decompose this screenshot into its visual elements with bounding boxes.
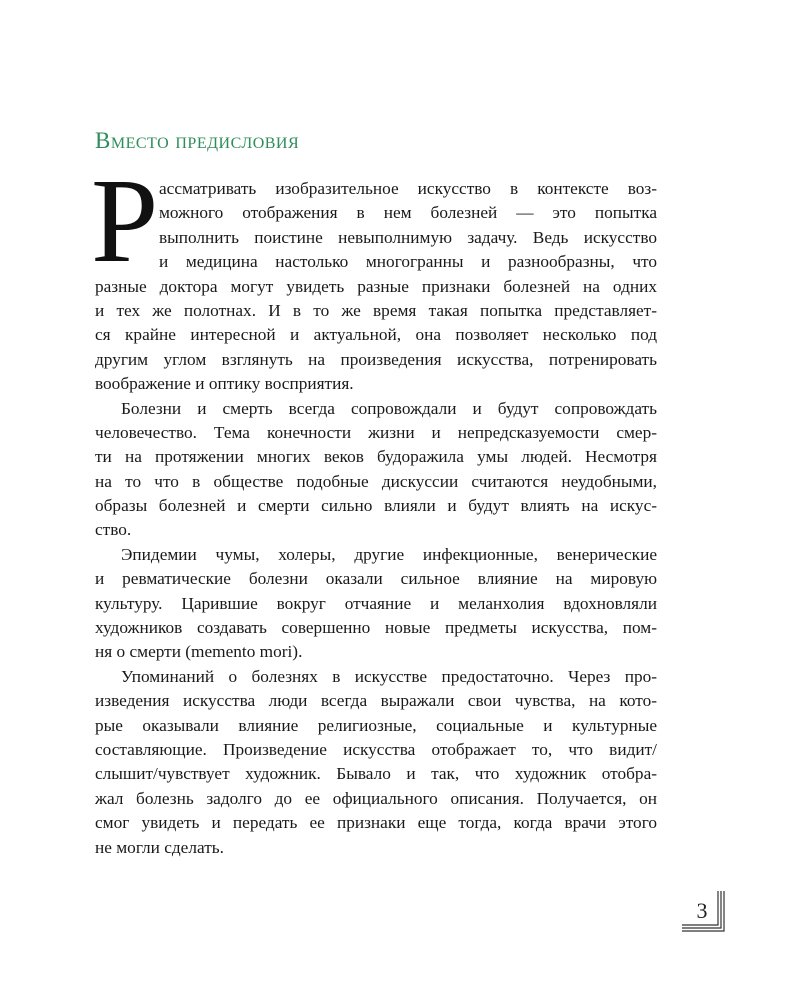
chapter-title: Вместо предисловия: [95, 128, 300, 153]
page-number: 3: [696, 898, 708, 923]
text-line: ассматривать изобразительное искусство в контексте воз-: [159, 179, 657, 198]
text-line: другим углом взглянуть на произведения искусства, потренировать: [95, 349, 657, 369]
text-line: составляющие. Произведение искусства отображает то, что видит/: [95, 739, 657, 759]
text-line: культуру. Царившие вокруг отчаяние и меланхолия вдохновляли: [95, 593, 657, 613]
text-line: ти на протяжении многих веков будоражила умы людей. Несмотря: [95, 447, 657, 467]
text-line: смог увидеть и передать ее признаки еще тогда, когда врачи этого: [95, 813, 657, 833]
text-line: Болезни и смерть всегда сопровождали и будут сопровождать: [121, 398, 657, 418]
text-line: и ревматические болезни оказали сильное влияние на мировую: [95, 569, 657, 589]
text-line: ся крайне интересной и актуальной, она позволяет несколько под: [95, 325, 657, 345]
drop-cap: Р: [91, 154, 159, 288]
body-text: [91, 154, 657, 860]
text-line: воображение и оптику восприятия.: [95, 374, 354, 394]
text-line: и тех же полотнах. И в то же время такая попытка представляет-: [95, 300, 657, 320]
text-line: на то что в обществе подобные дискуссии считаются неудобными,: [95, 471, 657, 491]
text-line: образы болезней и смерти сильно влияли и будут влиять на искус-: [95, 496, 657, 516]
page-number-box: [682, 891, 724, 931]
text-line: жал болезнь задолго до ее официального описания. Получается, он: [95, 788, 657, 808]
text-line: художников создавать совершенно новые предметы искусства, пом-: [95, 618, 657, 638]
text-line: не могли сделать.: [95, 837, 224, 857]
text-line: изведения искусства люди всегда выражали свои чувства, на кото-: [95, 691, 657, 711]
text-line: человечество. Тема конечности жизни и непредсказуемости смер-: [95, 422, 657, 442]
text-line: ня о смерти (memento mori).: [95, 642, 303, 662]
text-line: ство.: [95, 520, 132, 540]
text-line: слышит/чувствует художник. Бывало и так, что художник отобра-: [95, 764, 657, 784]
text-line: можного отображения в нем болезней — это попытка: [159, 203, 657, 223]
text-line: и медицина настолько многогранны и разнообразны, что: [159, 252, 657, 272]
text-line: Эпидемии чумы, холеры, другие инфекционные, венерические: [121, 544, 657, 564]
text-line: разные доктора могут увидеть разные признаки болезней на одних: [95, 276, 657, 296]
text-line: Упоминаний о болезнях в искусстве предостаточно. Через про-: [121, 666, 657, 686]
text-line: выполнить поистине невыполнимую задачу. Ведь искусство: [159, 227, 657, 247]
text-line: рые оказывали влияние религиозные, социальные и культурные: [95, 715, 657, 735]
